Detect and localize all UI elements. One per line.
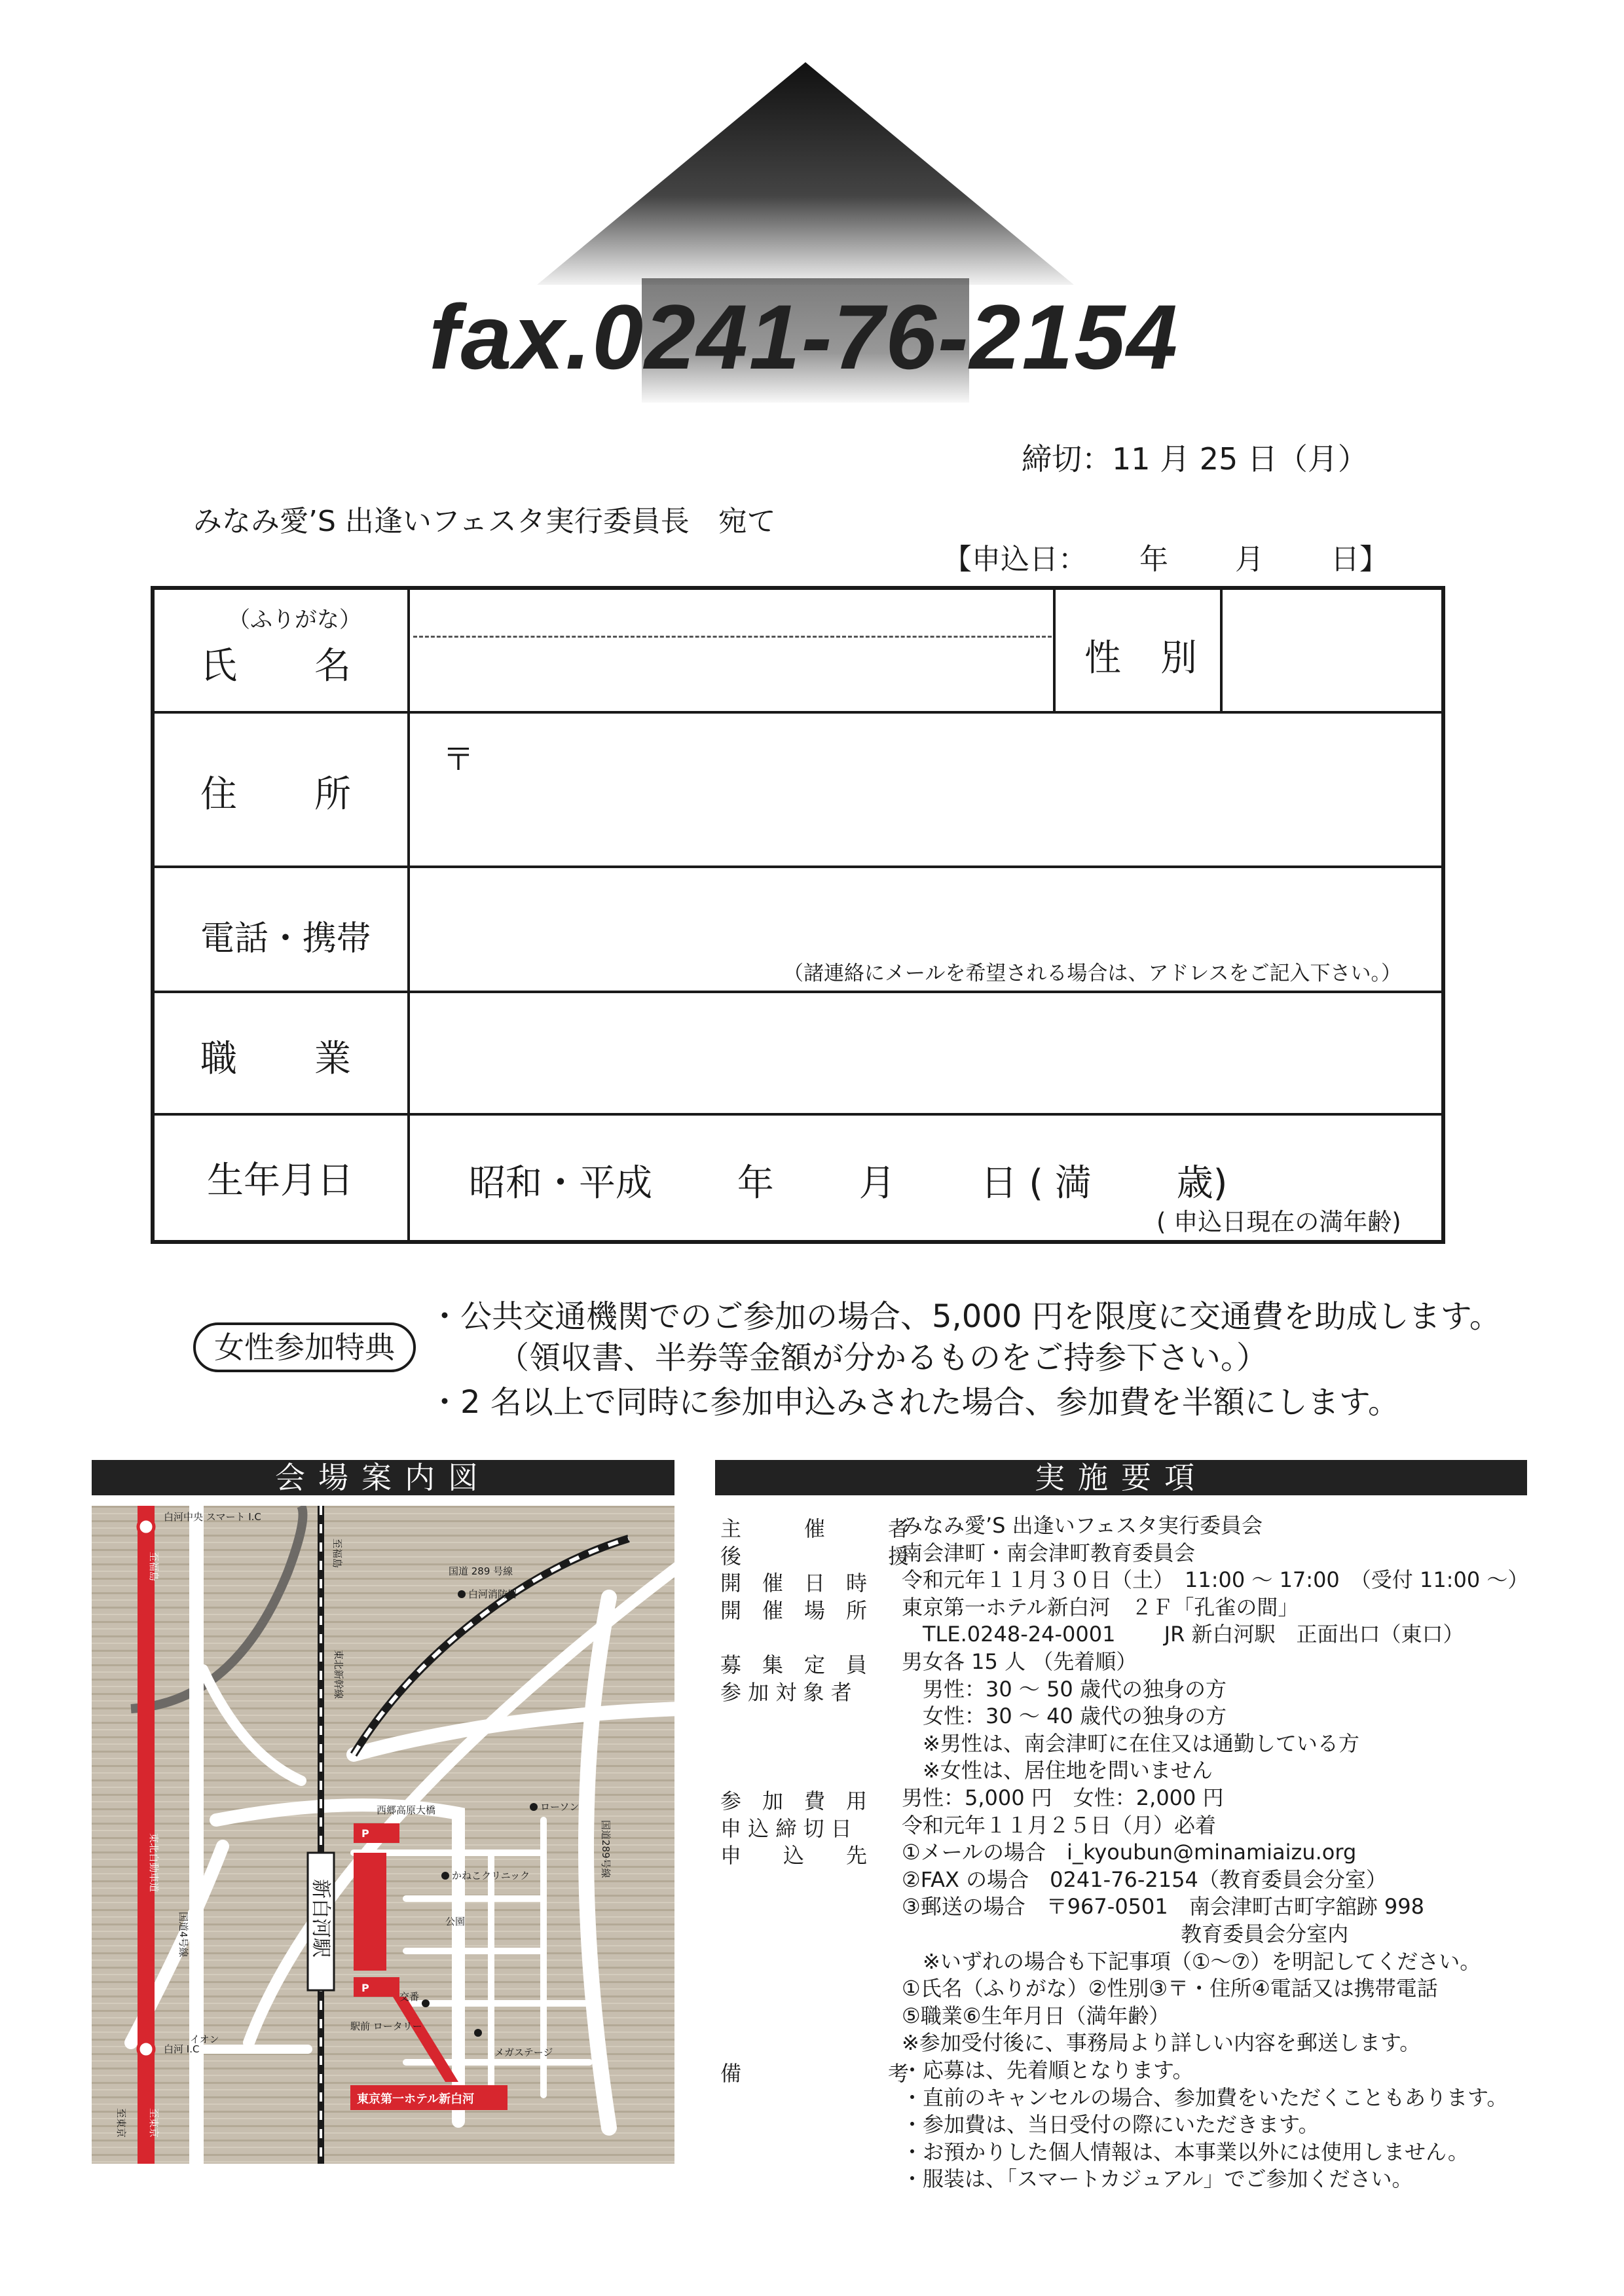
name-label: 氏 名 [200,645,352,687]
detail-label: 備 考 [720,2061,910,2086]
detail-value: 令和元年１１月２５日（月）必着 [902,1812,1217,1838]
detail-value: ⑤職業⑥生年月日（満年齢） [902,2003,1170,2028]
furigana-label: （ふりがな） [228,607,361,633]
label-to-fukushima-left: 至福島 [148,1552,160,1582]
gender-field[interactable] [1227,596,1443,708]
detail-value: TLE.0248-24-0001 JR 新白河駅 正面出口（東口） [902,1622,1464,1647]
label-to-tokyo-right: 至東京 [148,2108,160,2138]
ic-bottom-marker [138,2041,154,2057]
detail-value: ・服装は、「スマートカジュアル」でご参加ください。 [902,2166,1413,2192]
phone-field[interactable] [414,871,1442,950]
job-label: 職 業 [200,1038,352,1080]
name-field[interactable] [414,642,1049,708]
details-title: 実施要項 [715,1460,1527,1495]
detail-value: ※いずれの場合も下記事項（①〜⑦）を明記してください。 [902,1948,1481,1974]
address-label: 住 所 [200,773,352,816]
detail-value: 男女各 15 人 （先着順） [902,1649,1137,1674]
detail-value: 南会津町・南会津町教育委員会 [902,1540,1196,1565]
detail-value: ※女性は、居住地を問いません [902,1758,1213,1783]
phone-label: 電話・携帯 [200,919,371,958]
detail-value: ②FAX の場合 0241-76-2154（教育委員会分室） [902,1867,1387,1892]
birth-value[interactable]: 昭和・平成 年 月 日 ( 満 歳) [469,1162,1228,1205]
detail-value: 教育委員会分室内 [902,1922,1349,1946]
label-koban: 交番 [399,1991,420,2003]
detail-label: 申 込 締 切 日 [720,1815,852,1841]
female-benefit-badge: 女性参加特典 [193,1322,416,1372]
detail-value: ①メールの場合 i_kyoubun@minamiaizu.org [902,1840,1357,1865]
detail-label: 開 催 場 所 [720,1597,868,1623]
label-route289-vertical: 国道289号線 [600,1820,612,1878]
label-route4: 国道4号線 [177,1912,189,1958]
addressee: みなみ愛’S 出逢いフェスタ実行委員長 宛て [193,505,776,538]
detail-value: ①氏名（ふりがな）②性別③〒・住所④電話又は携帯電話 [902,1976,1438,2001]
benefit-line-3: ・2 名以上で同時に参加申込みされた場合、参加費を半額にします。 [429,1384,1399,1421]
hotel-building [354,1853,386,1971]
label-megastage: メガステージ [494,2047,553,2058]
label-park: 公園 [445,1916,466,1927]
label-station: 新白河駅 [309,1879,332,1958]
label-hotel: 東京第一ホテル新白河 [357,2092,475,2106]
application-date: 【申込日： 年 月 日】 [943,543,1388,576]
map-title: 会場案内図 [92,1460,674,1495]
benefit-line-2: （領収書、半券等金額が分かるものをご持参下さい。） [498,1339,1268,1376]
detail-value: ※男性は、南会津町に在住又は通勤している方 [902,1730,1359,1756]
application-form [151,586,1445,1244]
fax-number: fax.0241-76-2154 [429,285,1179,388]
furigana-line [413,636,1052,638]
detail-value: 女性：30 〜 40 歳代の独身の方 [902,1704,1227,1729]
postal-mark: 〒 [443,741,475,778]
label-clinic: かねこクリニック [452,1870,530,1882]
detail-label: 募 集 定 員 [720,1652,868,1677]
gender-label: 性 別 [1084,637,1198,680]
address-field[interactable] [414,718,1442,862]
label-parking-south: P [361,1982,369,1994]
detail-value: 男性：30 〜 50 歳代の独身の方 [902,1676,1227,1702]
label-route289: 国道 289 号線 [449,1565,513,1577]
detail-value: 東京第一ホテル新白河 ２Ｆ「孔雀の間」 [902,1594,1299,1620]
detail-value: 男性：5,000 円 女性：2,000 円 [902,1785,1224,1810]
detail-value: 令和元年１１月３０日（土） 11:00 〜 17:00 （受付 11:00 〜） [902,1567,1529,1593]
label-fire-station: 白河消防署 [468,1588,518,1600]
benefit-line-1: ・公共交通機関でのご参加の場合、5,000 円を限度に交通費を助成します。 [429,1298,1501,1335]
detail-label: 申 込 先 [720,1843,868,1868]
label-shinkansen: 東北新幹線 [333,1650,344,1700]
detail-value: ※参加受付後に、事務局より詳しい内容を郵送します。 [902,2030,1421,2056]
detail-value: ・参加費は、当日受付の際にいただきます。 [902,2112,1320,2138]
details-list [715,1512,1527,2200]
detail-value: ③郵送の場合 〒967-0501 南会津町古町字舘跡 998 [902,1894,1425,1920]
parking-north [354,1823,399,1843]
birth-label: 生年月日 [207,1159,354,1202]
label-lawson: ローソン [540,1801,580,1813]
detail-value: ・直前のキャンセルの場合、参加費をいただくこともあります。 [902,2085,1508,2110]
detail-label: 参 加 費 用 [720,1789,868,1813]
ic-top-marker [138,1519,154,1535]
detail-value: ・お預かりした個人情報は、本事業以外には使用しません。 [902,2139,1469,2164]
label-bridge: 西郷高原大橋 [377,1804,436,1816]
phone-note: （諸連絡にメールを希望される場合は、アドレスをご記入下さい。） [783,962,1401,985]
label-expressway: 東北自動車道 [148,1833,160,1893]
label-to-tokyo-left: 至東京 [115,2108,127,2138]
detail-label: 参 加 対 象 者 [720,1679,852,1705]
detail-label: 後 援 [720,1543,910,1569]
venue-map [92,1506,674,2164]
parking-south [354,1977,399,1997]
label-to-fukushima: 至福島 [331,1539,343,1569]
detail-value: みなみ愛’S 出逢いフェスタ実行委員会 [902,1513,1263,1538]
label-rotary: 駅前 ロータリー [350,2020,422,2032]
detail-label: 主 催 者 [720,1516,910,1541]
label-aeon: イオン [190,2033,219,2045]
label-ic-top: 白河中央 スマート I.C [164,1511,261,1523]
birth-note: ( 申込日現在の満年齢) [1156,1208,1401,1236]
deadline: 締切：11 月 25 日（月） [1022,441,1368,477]
detail-label: 開 催 日 時 [720,1571,868,1596]
job-field[interactable] [414,996,1442,1107]
detail-value: ・応募は、先着順となります。 [902,2058,1194,2083]
label-shirakawa-ic: 白河 I.C [164,2043,200,2055]
label-parking-north: P [361,1827,369,1840]
